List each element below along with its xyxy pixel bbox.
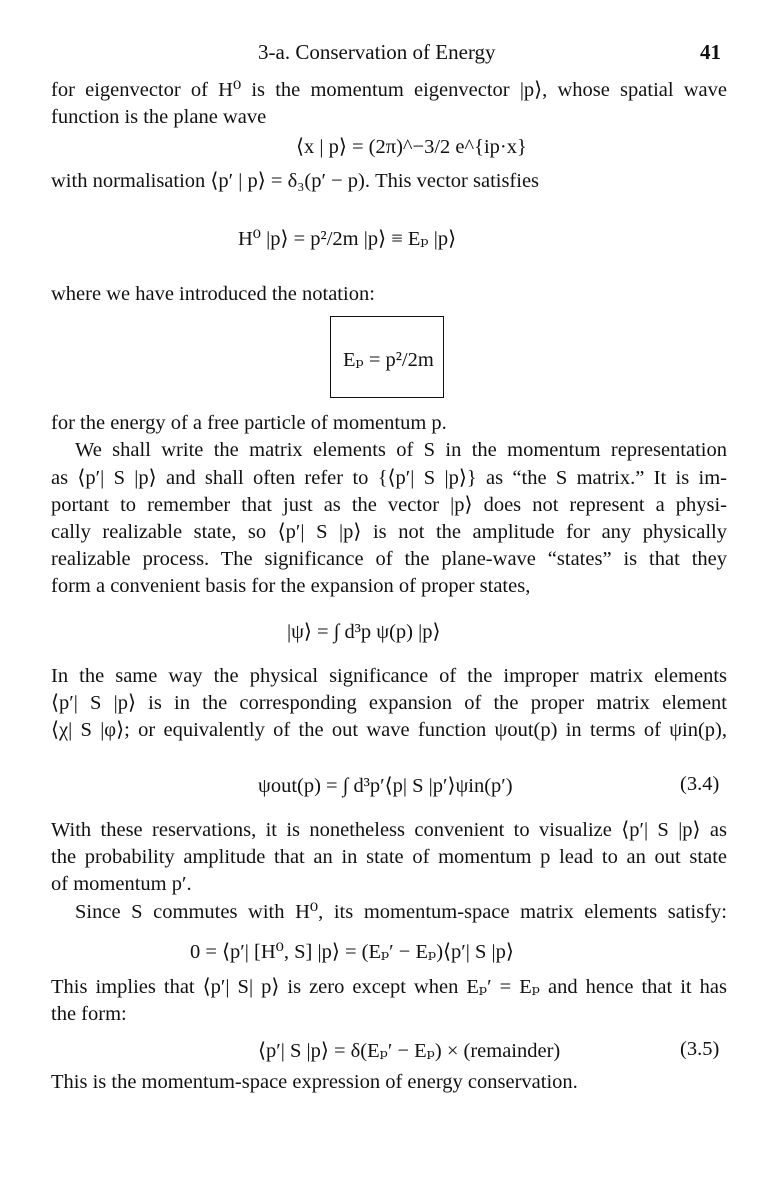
equation-free-hamiltonian: H⁰ |p⟩ = p²/2m |p⟩ ≡ Eₚ |p⟩ xyxy=(238,228,457,250)
text-line: form a convenient basis for the expansion of proper states, xyxy=(51,575,531,597)
text-line: ⟨p′| S |p⟩ is in the corresponding expansion of the proper matrix element xyxy=(51,692,727,714)
equation-3-5: ⟨p′| S |p⟩ = δ(Eₚ′ − Eₚ) × (remainder) xyxy=(258,1040,561,1062)
text-line: cally realizable state, so ⟨p′| S |p⟩ is not the amplitude for any physically xyxy=(51,521,727,543)
text-line: Since S commutes with H⁰, its momentum-space matrix elements satisfy: xyxy=(75,901,727,923)
equation-state-expansion: |ψ⟩ = ∫ d³p ψ(p) |p⟩ xyxy=(287,621,441,643)
equation-commutator: 0 = ⟨p′| [H⁰, S] |p⟩ = (Eₚ′ − Eₚ)⟨p′| S |p⟩ xyxy=(190,941,514,963)
text-line: portant to remember that just as the vector |p⟩ does not represent a physi- xyxy=(51,494,727,516)
text-line: function is the plane wave xyxy=(51,106,267,128)
equation-number-3-4: (3.4) xyxy=(680,773,720,795)
text-line: We shall write the matrix elements of S in the momentum representation xyxy=(75,439,727,461)
text-line: the probability amplitude that an in state of momentum p lead to an out state xyxy=(51,846,727,868)
text-line: as ⟨p′| S |p⟩ and shall often refer to {⟨p′| S |p⟩} as “the S matrix.” It is im- xyxy=(51,467,727,489)
text-line: of momentum p′. xyxy=(51,873,192,895)
running-title: 3-a. Conservation of Energy xyxy=(258,40,496,64)
page-number: 41 xyxy=(700,40,721,64)
text-line: This implies that ⟨p′| S| p⟩ is zero except when Eₚ′ = Eₚ and hence that it has xyxy=(51,976,727,998)
text-line: With these reservations, it is nonetheless convenient to visualize ⟨p′| S |p⟩ as xyxy=(51,819,727,841)
text-line: This is the momentum-space expression of energy conservation. xyxy=(51,1071,578,1093)
equation-number-3-5: (3.5) xyxy=(680,1038,720,1060)
text-line: In the same way the physical significance of the improper matrix elements xyxy=(51,665,727,687)
equation-3-4: ψout(p) = ∫ d³p′⟨p| S |p′⟩ψin(p′) xyxy=(258,775,513,797)
text-line: for the energy of a free particle of momentum p. xyxy=(51,412,447,434)
text-line: ⟨χ| S |φ⟩; or equivalently of the out wave function ψout(p) in terms of ψin(p), xyxy=(51,719,727,741)
boxed-equation-energy: Eₚ = p²/2m xyxy=(343,349,434,371)
text-line: with normalisation ⟨p′ | p⟩ = δ₃(p′ − p). This vector satisfies xyxy=(51,170,540,192)
equation-plane-wave: ⟨x | p⟩ = (2π)^−3/2 e^{ip·x} xyxy=(296,136,527,158)
text-line: realizable process. The significance of the plane-wave “states” is that they xyxy=(51,548,727,570)
text-line: where we have introduced the notation: xyxy=(51,283,375,305)
text-line: for eigenvector of H⁰ is the momentum eigenvector |p⟩, whose spatial wave xyxy=(51,79,727,101)
text-line: the form: xyxy=(51,1003,127,1025)
